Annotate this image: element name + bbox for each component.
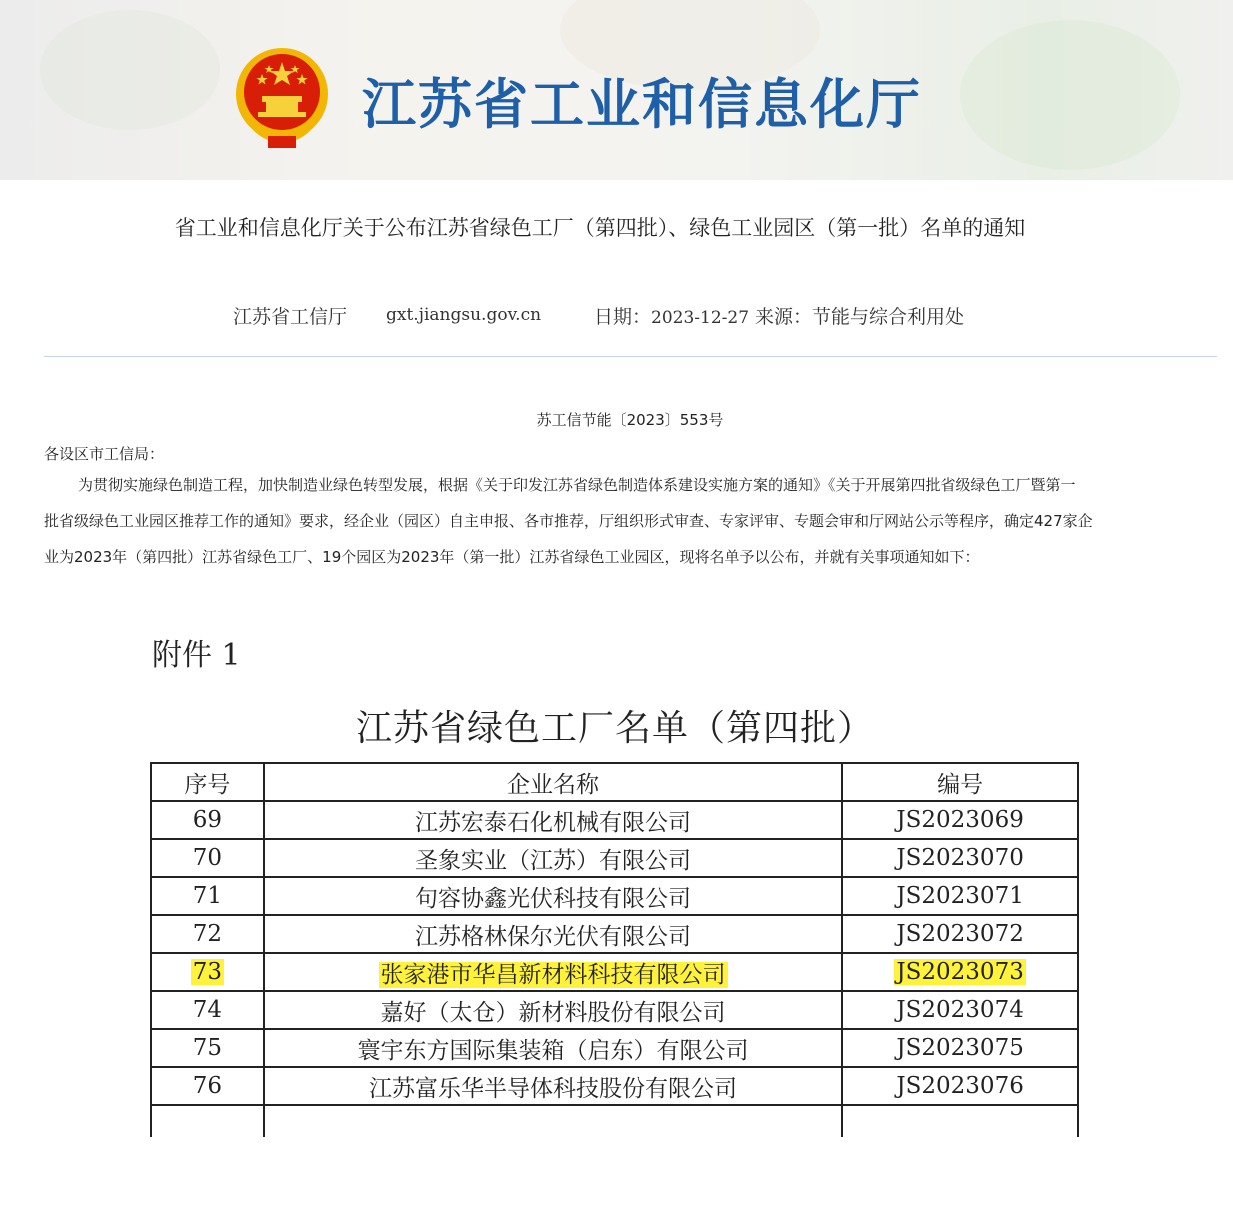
- table-row: [151, 877, 1078, 915]
- body-paragraph-line: 为贯彻实施绿色制造工程，加快制造业绿色转型发展，根据《关于印发江苏省绿色制造体系建设实施方案的通知》《关于开展第四批省级绿色工厂暨第一: [78, 476, 1076, 494]
- row-no: 70: [151, 839, 264, 877]
- article-title: 省工业和信息化厅关于公布江苏省绿色工厂（第四批）、绿色工业园区（第一批）名单的通知: [174, 216, 1026, 240]
- publisher: 江苏省工信厅: [233, 306, 348, 328]
- row-code: JS2023070: [842, 839, 1078, 877]
- table-row: [151, 1029, 1078, 1067]
- row-company-name: 句容协鑫光伏科技有限公司: [264, 877, 843, 915]
- row-code: JS2023075: [842, 1029, 1078, 1067]
- header-divider: [44, 356, 1217, 357]
- row-company-name: [264, 953, 843, 991]
- row-no: 75: [151, 1029, 264, 1067]
- article-source: [755, 302, 964, 329]
- row-company-name: 江苏富乐华半导体科技股份有限公司: [264, 1067, 843, 1105]
- highlight-mark: 张家港市华昌新材料科技有限公司: [380, 961, 726, 988]
- date-label: 日期：: [594, 306, 652, 328]
- row-no: 74: [151, 991, 264, 1029]
- national-emblem-icon: [232, 44, 332, 150]
- source-value: 节能与综合利用处: [812, 306, 965, 328]
- publish-date: [594, 302, 749, 329]
- row-code: JS2023072: [842, 915, 1078, 953]
- table-header-row: [151, 763, 1078, 801]
- row-no: 76: [151, 1067, 264, 1105]
- attachment-label: 附件 1: [152, 638, 241, 673]
- row-company-name: 寰宇东方国际集装箱（启东）有限公司: [264, 1029, 843, 1067]
- row-code: JS2023069: [842, 801, 1078, 839]
- banner-decoration: [960, 20, 1180, 170]
- row-no: [151, 953, 264, 991]
- row-code: JS2023071: [842, 877, 1078, 915]
- image-crop-mask: [148, 1137, 1088, 1207]
- column-header-code: 编号: [842, 763, 1078, 801]
- table-row: [151, 1067, 1078, 1105]
- factory-list-table: [150, 762, 1079, 1144]
- row-no: 72: [151, 915, 264, 953]
- highlight-mark: JS2023073: [896, 959, 1024, 985]
- row-company-name: 圣象实业（江苏）有限公司: [264, 839, 843, 877]
- site-domain[interactable]: gxt.jiangsu.gov.cn: [386, 305, 542, 325]
- row-code: [842, 953, 1078, 991]
- table-row: [151, 801, 1078, 839]
- banner-decoration: [40, 10, 220, 130]
- row-no: 69: [151, 801, 264, 839]
- row-company-name: 江苏格林保尔光伏有限公司: [264, 915, 843, 953]
- table-row: [151, 915, 1078, 953]
- date-value: 2023-12-27: [651, 308, 750, 328]
- row-no: 71: [151, 877, 264, 915]
- column-header-no: 序号: [151, 763, 264, 801]
- column-header-name: 企业名称: [264, 763, 843, 801]
- body-paragraph-line: 业为2023年（第四批）江苏省绿色工厂、19个园区为2023年（第一批）江苏省绿色工业园区，现将名单予以公布，并就有关事项通知如下：: [44, 548, 980, 566]
- row-company-name: 嘉好（太仓）新材料股份有限公司: [264, 991, 843, 1029]
- row-code: JS2023074: [842, 991, 1078, 1029]
- table-title: 江苏省绿色工厂名单（第四批）: [355, 708, 874, 749]
- row-code: JS2023076: [842, 1067, 1078, 1105]
- row-company-name: 江苏宏泰石化机械有限公司: [264, 801, 843, 839]
- table-row: [151, 839, 1078, 877]
- table-row: [151, 991, 1078, 1029]
- site-banner: [0, 0, 1233, 180]
- document-number: 苏工信节能〔2023〕553号: [536, 411, 724, 429]
- body-paragraph-line: 批省级绿色工业园区推荐工作的通知》要求，经企业（园区）自主申报、各市推荐，厅组织形式审查、专家评审、专题会审和厅网站公示等程序，确定427家企: [44, 512, 1093, 530]
- site-title[interactable]: 江苏省工业和信息化厅: [362, 73, 922, 136]
- highlight-mark: 73: [192, 959, 223, 985]
- salutation: 各设区市工信局：: [44, 445, 165, 463]
- table-row-highlighted: [151, 953, 1078, 991]
- source-label: 来源：: [755, 306, 813, 328]
